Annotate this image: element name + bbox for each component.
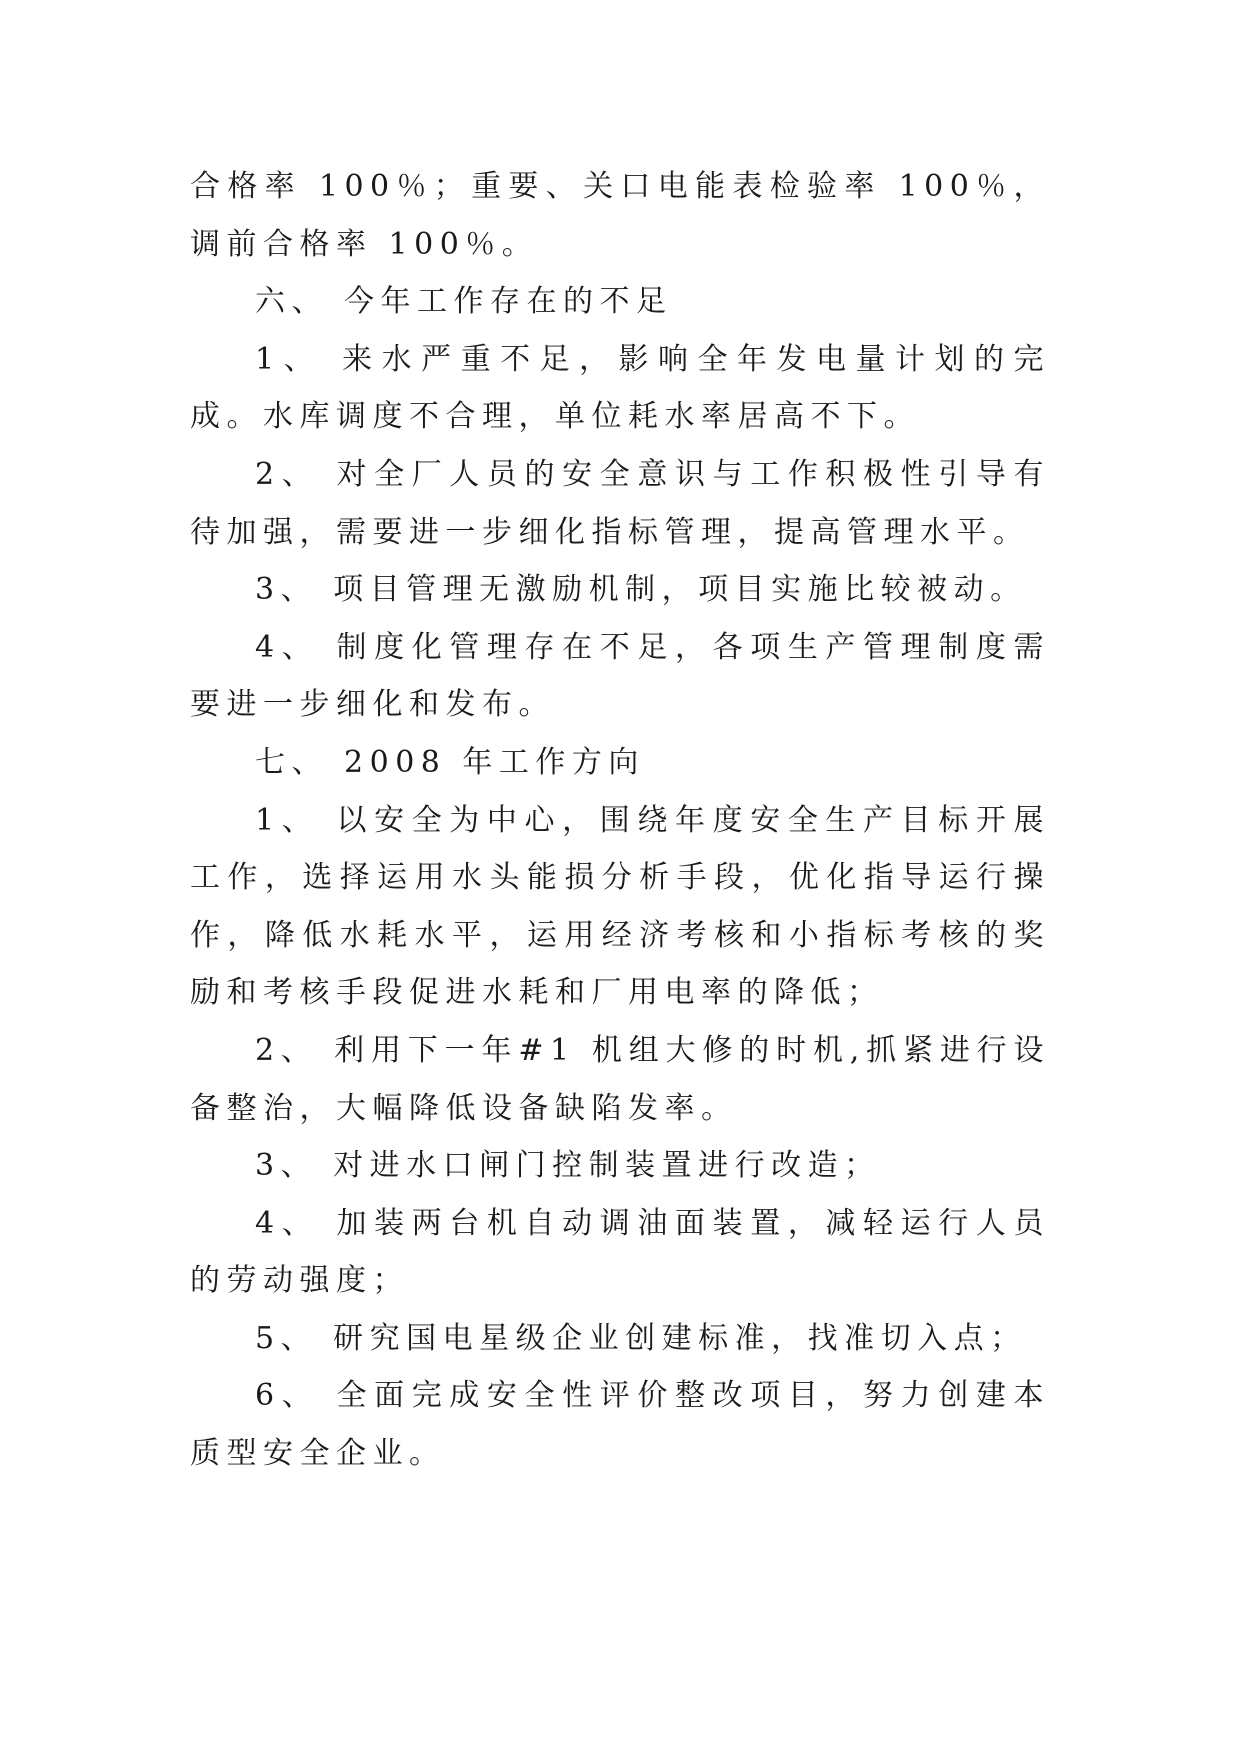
section-heading-direction: 七、 2008 年工作方向 [255,744,645,780]
document-body [190,158,1050,1483]
paragraph-shortcoming-3: 3、 项目管理无激励机制，项目实施比较被动。 [255,572,1027,608]
paragraph-shortcoming-1: 1、 来水严重不足，影响全年发电量计划的完成。水库调度不合理，单位耗水率居高不下。 [190,341,1050,435]
paragraph-direction-3: 3、 对进水口闸门控制装置进行改造； [255,1148,881,1184]
section-heading-shortcomings: 六、 今年工作存在的不足 [255,284,673,320]
paragraph-direction-6: 6、 全面完成安全性评价整改项目，努力创建本质型安全企业。 [190,1378,1050,1472]
paragraph-direction-1: 1、 以安全为中心，围绕年度安全生产目标开展工作，选择运用水头能损分析手段，优化指导运行操作，降低水耗水平，运用经济考核和小指标考核的奖励和考核手段促进水耗和厂用电率的降低； [190,802,1050,1011]
paragraph-shortcoming-2: 2、 对全厂人员的安全意识与工作积极性引导有待加强，需要进一步细化指标管理，提高管理水平。 [190,456,1050,550]
paragraph-continuation: 合格率 100％；重要、关口电能表检验率 100％，调前合格率 100％。 [190,169,1050,262]
paragraph-direction-2: 2、 利用下一年#1 机组大修的时机,抓紧进行设备整治，大幅降低设备缺陷发率。 [190,1032,1050,1126]
paragraph-direction-5: 5、 研究国电星级企业创建标准，找准切入点； [255,1320,1027,1356]
paragraph-direction-4: 4、 加装两台机自动调油面装置，减轻运行人员的劳动强度； [190,1205,1050,1299]
paragraph-shortcoming-4: 4、 制度化管理存在不足，各项生产管理制度需要进一步细化和发布。 [190,629,1050,723]
